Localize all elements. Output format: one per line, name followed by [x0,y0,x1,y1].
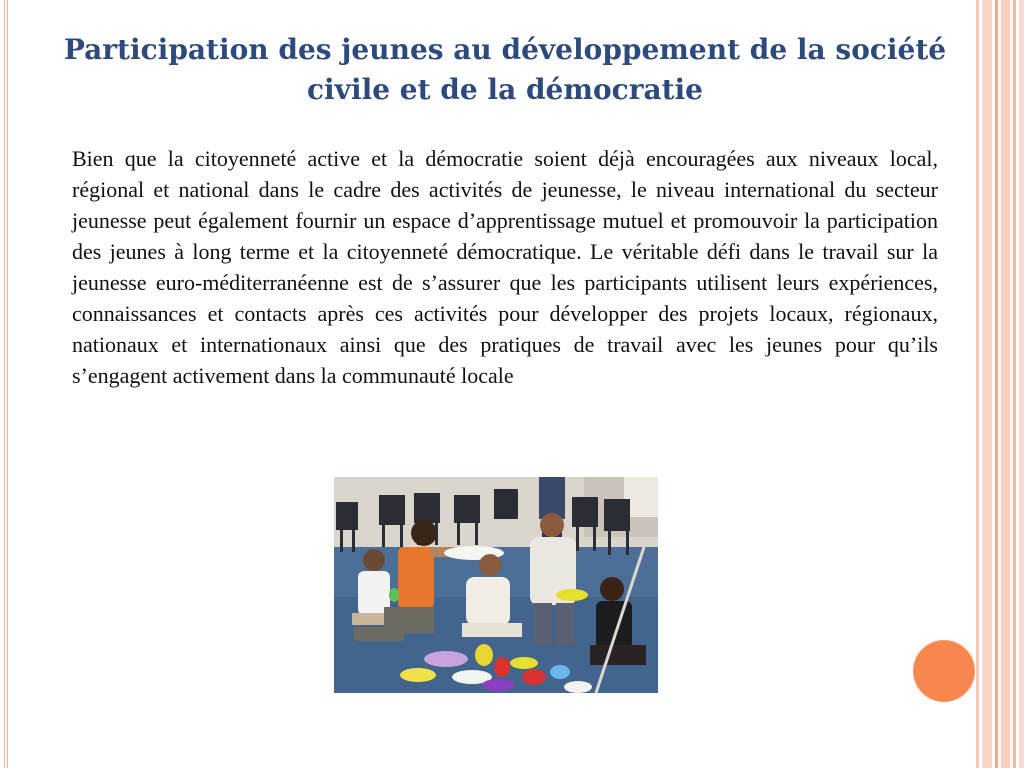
stripe [976,0,979,768]
left-border-decoration [4,0,8,768]
workshop-photo [334,477,658,693]
stripe [995,0,998,768]
stripe [1019,0,1024,768]
stripe [1013,0,1016,768]
slide-body-text: Bien que la citoyenneté active et la démocratie soient déjà encouragées aux niveaux local, régional et national dans le cadre des activités de jeunesse, le niveau international du secteur jeunesse peut également fournir un espace d’apprentissage mutuel et promouvoir la participation des jeunes à long terme et la citoyenneté démocratique. Le véritable défi dans le travail sur la jeunesse euro-méditerranéenne est de s’assurer que les participants utilisent leurs expériences, connaissances et contacts après ces activités pour développer des projets locaux, régionaux, nationaux et internationaux ainsi que des pratiques de travail avec les jeunes pour qu’ils s’engagent activement dans la communauté locale [72,146,938,388]
stripe [1001,0,1010,768]
slide-title: Participation des jeunes au développement de la société civile et de la démocratie [63,33,947,106]
stripe [982,0,992,768]
accent-circle-decoration [913,640,975,702]
right-stripes-decoration [976,0,1024,768]
